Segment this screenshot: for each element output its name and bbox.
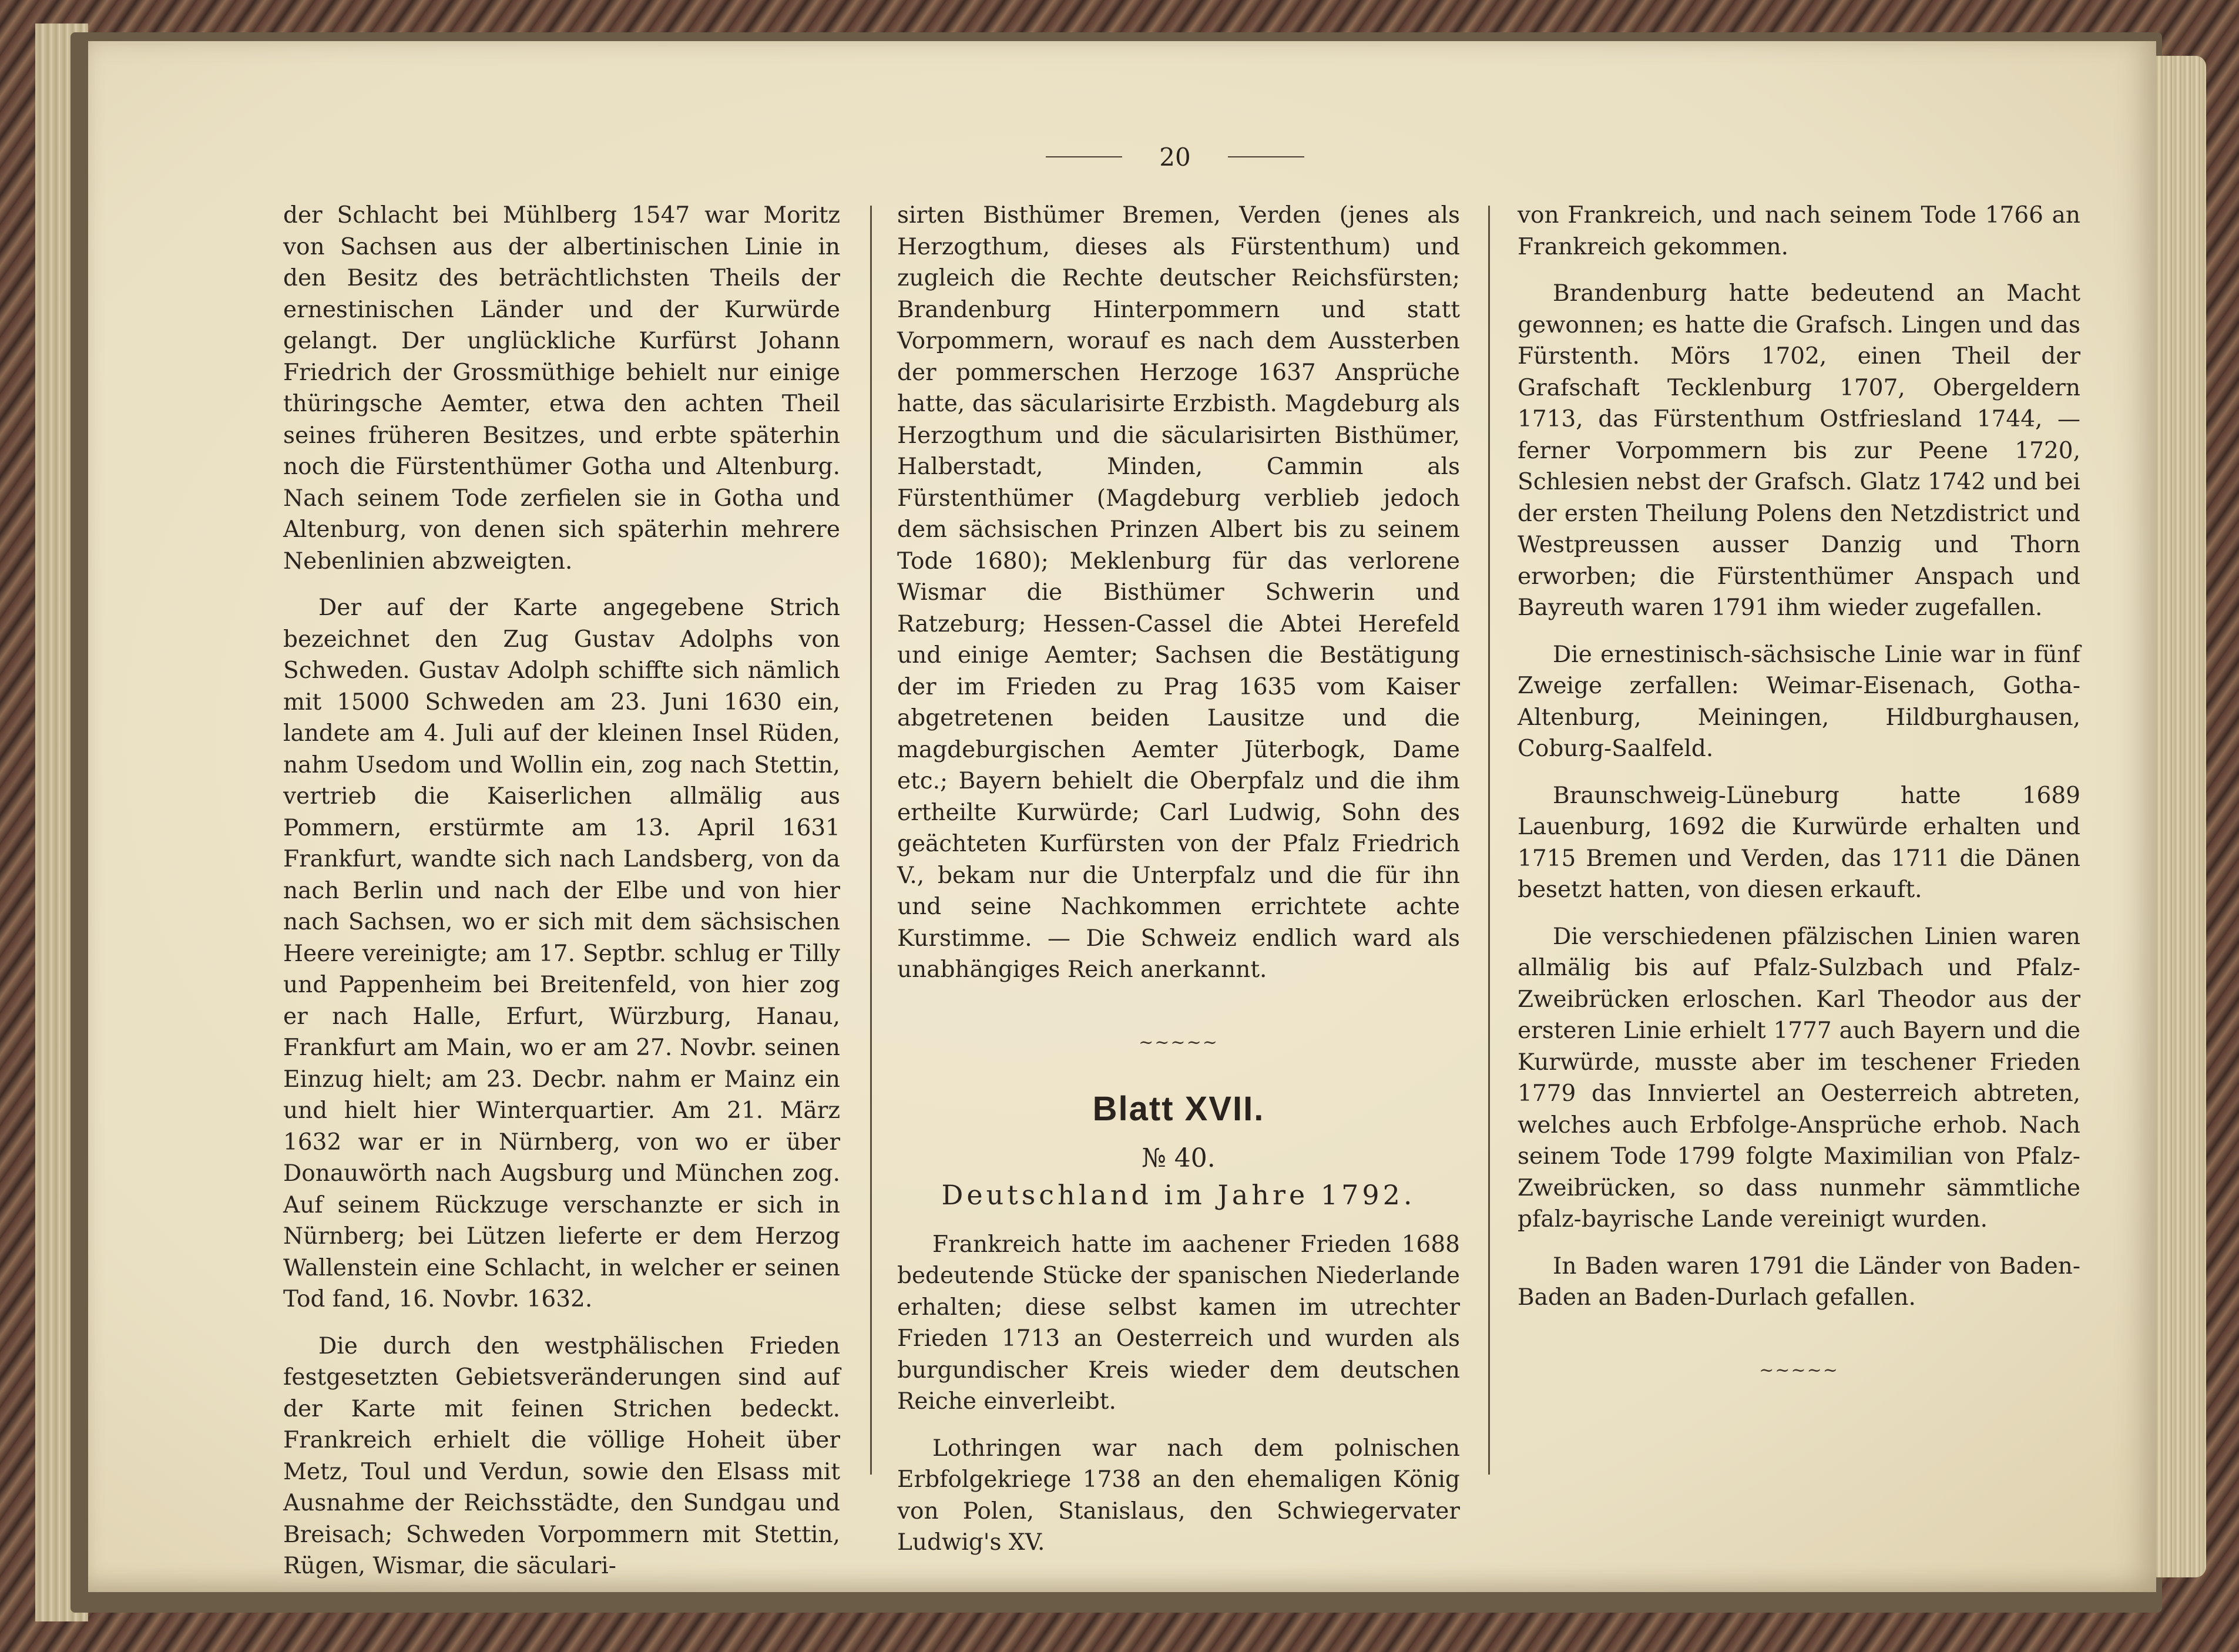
paragraph: Die verschiedenen pfälzischen Linien waren allmälig bis auf Pfalz-Sulzbach und Pfalz-Zweibrücken erloschen. Karl Theodor aus der ersteren Linie erhielt 1777 auch Bayern und die Kurwürde, musste aber im teschener Frieden 1779 das Innviertel an Oesterreich abtreten, welches auch Erbfolge-Ansprüche erhob. Nach seinem Tode 1799 folgte Maximilian von Pfalz-Zweibrücken, so dass nunmehr sämmtliche pfalz-bayrische Lande vereinigt wurden. bbox=[1518, 923, 2080, 1233]
map-number: № 40. bbox=[1142, 1143, 1216, 1173]
paragraph: In Baden waren 1791 die Länder von Baden-Baden an Baden-Durlach gefallen. bbox=[1518, 1253, 2080, 1311]
section-title: Blatt XVII. bbox=[1092, 1090, 1265, 1128]
header-rule-right bbox=[1228, 156, 1304, 157]
paragraph: sirten Bisthümer Bremen, Verden (jenes als Herzogthum, dieses als Fürstenthum) und zugleich die Rechte deutscher Reichsfürsten; Brandenburg Hinterpommern und statt Vorpommern, worauf es nach dem Aussterben der pommerschen Herzoge 1637 Ansprüche hatte, das säcularisirte Erzbisth. Magdeburg als Herzogthum und die säcularisirten Bisthümer, Halberstadt, Minden, Cammin als Fürstenthümer (Magdeburg verblieb jedoch dem sächsischen Prinzen Albert bis zu seinem Tode 1680); Meklenburg für das verlorene Wismar die Bisthümer Schwerin und Ratzeburg; Hessen-Cassel die Abtei Herefeld und einige Aemter; Sachsen die Bestätigung der im Frieden zu Prag 1635 vom Kaiser abgetretenen beiden Lausitze und die magdeburgischen Aemter Jüterbogk, Dame etc.; Bayern behielt die Oberpfalz und die ihm ertheilte Kurwürde; Carl Ludwig, Sohn des geächteten Kurfürsten von der Pfalz Friedrich V., bekam nur die Unterpfalz und die für ihn und seine Nachkommen errichtete achte Kurstimme. — Die Schweiz endlich ward als unabhängiges Reich anerkannt. bbox=[897, 202, 1460, 983]
paragraph: Der auf der Karte angegebene Strich bezeichnet den Zug Gustav Adolphs von Schweden. Gustav Adolph schiffte sich nämlich mit 15000 Schweden am 23. Juni 1630 ein, landete am 4. Juli auf der kleinen Insel Rüden, nahm Usedom und Wollin ein, zog nach Stettin, vertrieb die Kaiserlichen allmälig aus Pommern, erstürmte am 13. April 1631 Frankfurt, wandte sich nach Landsberg, von da nach Berlin und nach der Elbe und von hier nach Sachsen, wo er sich mit dem sächsischen Heere vereinigte; am 17. Septbr. schlug er Tilly und Pappenheim bei Breitenfeld, von hier zog er nach Halle, Erfurt, Würzburg, Hanau, Frankfurt am Main, wo er am 27. Novbr. seinen Einzug hielt; am 23. Decbr. nahm er Mainz ein und hielt hier Winterquartier. Am 21. März 1632 war er in Nürnberg, von wo er über Donauwörth nach Augsburg und München zog. Auf seinem Rückzuge verschanzte er sich in Nürnberg; bei Lützen lieferte er dem Herzog Wallenstein eine Schlacht, in welcher er seinen Tod fand, 16. Novbr. 1632. bbox=[283, 595, 840, 1312]
paragraph: Die ernestinisch-sächsische Linie war in fünf Zweige zerfallen: Weimar-Eisenach, Gotha-Altenburg, Meiningen, Hildburghausen, Coburg-Saalfeld. bbox=[1518, 641, 2080, 762]
page-header bbox=[1046, 136, 1304, 177]
paragraph: von Frankreich, und nach seinem Tode 1766 an Frankreich gekommen. bbox=[1518, 202, 2080, 260]
ornament-divider: ~~~~~ bbox=[1139, 1032, 1218, 1053]
column-divider bbox=[870, 206, 872, 1475]
ornament-divider: ~~~~~ bbox=[1759, 1359, 1839, 1381]
column-divider bbox=[1488, 206, 1490, 1475]
paragraph: Die durch den westphälischen Frieden festgesetzten Gebietsveränderungen sind auf der Karte mit feinen Strichen bedeckt. Frankreich erhielt die völlige Hoheit über Metz, Toul und Verdun, sowie den Elsass mit Ausnahme der Reichsstädte, den Sundgau und Breisach; Schweden Vorpommern mit Stettin, Rügen, Wismar, die säculari- bbox=[283, 1332, 840, 1579]
paragraph: Braunschweig-Lüneburg hatte 1689 Lauenburg, 1692 die Kurwürde erhalten und 1715 Bremen und Verden, das 1711 die Dänen besetzt hatten, von diesen erkauft. bbox=[1518, 782, 2080, 903]
section-subtitle: Deutschland im Jahre 1792. bbox=[941, 1179, 1416, 1211]
header-rule-left bbox=[1046, 156, 1122, 157]
page-number: 20 bbox=[1159, 142, 1191, 172]
paragraph: Frankreich hatte im aachener Frieden 1688 bedeutende Stücke der spanischen Niederlande erhalten; diese selbst kamen im utrechter Frieden 1713 an Oesterreich und wurden als burgundischer Kreis wieder dem deutschen Reiche einverleibt. bbox=[897, 1231, 1460, 1415]
text-column-2 bbox=[897, 200, 1460, 1574]
paragraph: der Schlacht bei Mühlberg 1547 war Moritz von Sachsen aus der albertinischen Linie in den Besitz des beträchtlichsten Theils der ernestinischen Länder und der Kurwürde gelangt. Der unglückliche Kurfürst Johann Friedrich der Grossmüthige behielt nur einige thüringsche Aemter, etwa den achten Theil seines früheren Besitzes, und erbte späterhin noch die Fürstenthümer Gotha und Altenburg. Nach seinem Tode zerfielen sie in Gotha und Altenburg, von denen sich späterhin mehrere Nebenlinien abzweigten. bbox=[283, 202, 840, 575]
paragraph: Lothringen war nach dem polnischen Erbfolgekriege 1738 an den ehemaligen König von Polen, Stanislaus, den Schwiegervater Ludwig's XV. bbox=[897, 1435, 1460, 1556]
text-column-1 bbox=[283, 200, 840, 1597]
paragraph: Brandenburg hatte bedeutend an Macht gewonnen; es hatte die Grafsch. Lingen und das Fürstenth. Mörs 1702, einen Theil der Grafschaft Tecklenburg 1707, Obergeldern 1713, das Fürstenthum Ostfriesland 1744, — ferner Vorpommern bis zur Peene 1720, Schlesien nebst der Grafsch. Glatz 1742 und bei der ersten Theilung Polens den Netzdistrict und Westpreussen ausser Danzig und Thorn erworben; die Fürstenthümer Anspach und Bayreuth waren 1791 ihm wieder zugefallen. bbox=[1518, 280, 2080, 621]
text-column-3 bbox=[1518, 200, 2080, 1421]
page-edge-right bbox=[2153, 56, 2206, 1577]
